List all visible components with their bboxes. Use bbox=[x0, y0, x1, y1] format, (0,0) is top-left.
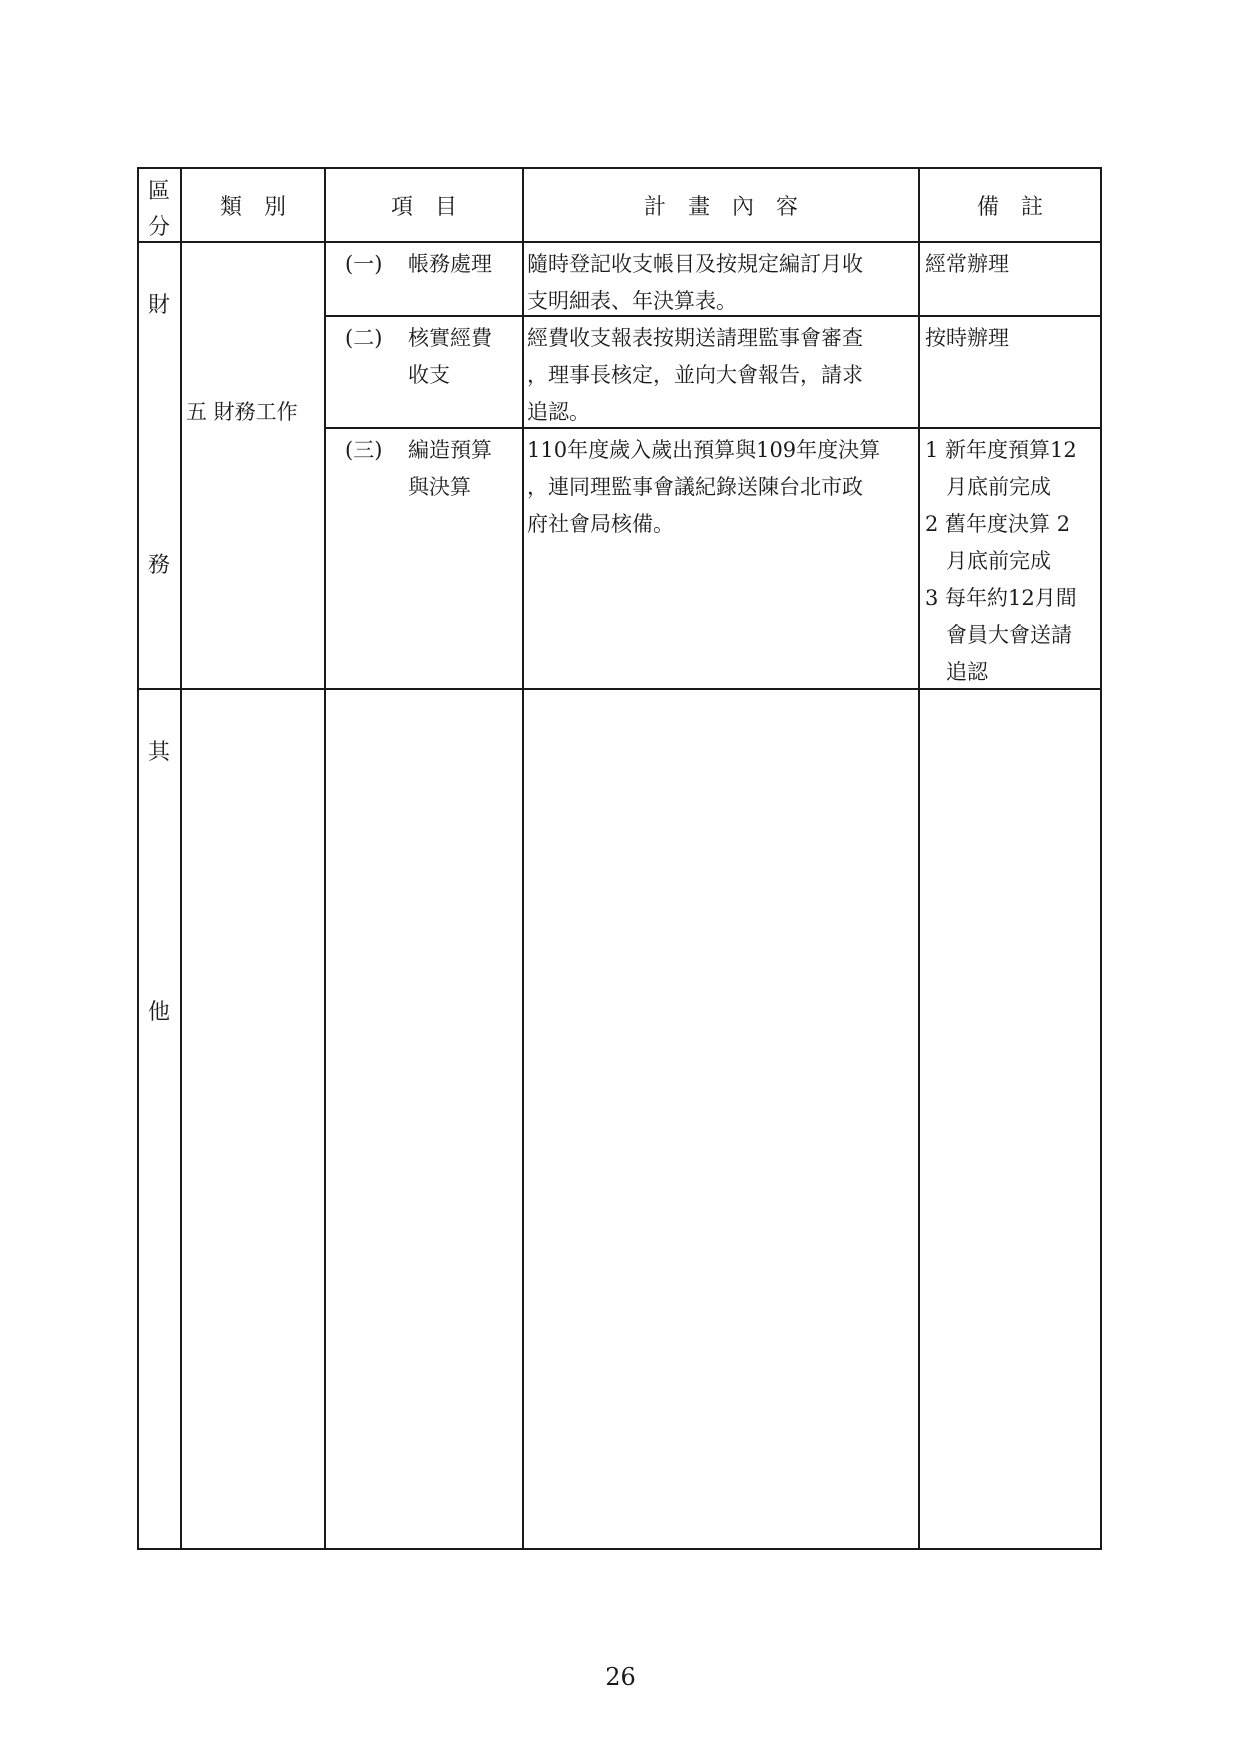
category-finance: 五 財務工作 bbox=[186, 400, 298, 424]
plan-content: 110年度歲入歲出預算與109年度決算 ，連同理監事會議紀錄送陳台北市政 府社會局核備。 bbox=[527, 438, 881, 536]
remark: 經常辦理 bbox=[925, 252, 1009, 276]
plan-content: 隨時登記收支帳目及按規定編訂月收 支明細表、年決算表。 bbox=[527, 252, 863, 313]
header-plan: 計 畫 內 容 bbox=[643, 195, 798, 220]
item-number: (二) bbox=[345, 326, 383, 350]
plan-content: 經費收支報表按期送請理監事會審查 ，理事長核定，並向大會報告，請求 追認。 bbox=[527, 326, 863, 424]
header-remarks: 備 註 bbox=[976, 195, 1043, 220]
remark: 1 新年度預算12 月底前完成 2 舊年度決算 2 月底前完成 3 每年約12月間 會員大會送請 追認 bbox=[925, 438, 1077, 684]
page-number: 26 bbox=[605, 1663, 636, 1691]
header-district-top: 區 bbox=[148, 179, 171, 204]
section-label-other-bottom: 他 bbox=[148, 1000, 171, 1025]
remark: 按時辦理 bbox=[925, 326, 1009, 350]
column-divider-4 bbox=[918, 167, 920, 1550]
header-district-bottom: 分 bbox=[148, 215, 171, 240]
item-name: 編造預算 與決算 bbox=[408, 438, 492, 499]
section-label-finance-top: 財 bbox=[148, 293, 171, 318]
header-item: 項 目 bbox=[390, 195, 457, 220]
column-divider-2 bbox=[324, 167, 326, 1550]
column-divider-3 bbox=[522, 167, 524, 1550]
item-number: (一) bbox=[345, 252, 383, 276]
table-border-left bbox=[137, 167, 139, 1550]
section-label-other-top: 其 bbox=[148, 740, 171, 765]
item-name: 核實經費 收支 bbox=[408, 326, 492, 387]
table-border-right bbox=[1100, 167, 1102, 1550]
table-border-bottom bbox=[137, 1548, 1102, 1550]
header-divider bbox=[137, 241, 1102, 243]
header-category: 類 別 bbox=[219, 195, 286, 220]
item-number: (三) bbox=[345, 438, 383, 462]
item-name: 帳務處理 bbox=[408, 252, 492, 276]
section-label-finance-bottom: 務 bbox=[148, 553, 171, 578]
table-border-top bbox=[137, 167, 1102, 169]
column-divider-1 bbox=[180, 167, 182, 1550]
